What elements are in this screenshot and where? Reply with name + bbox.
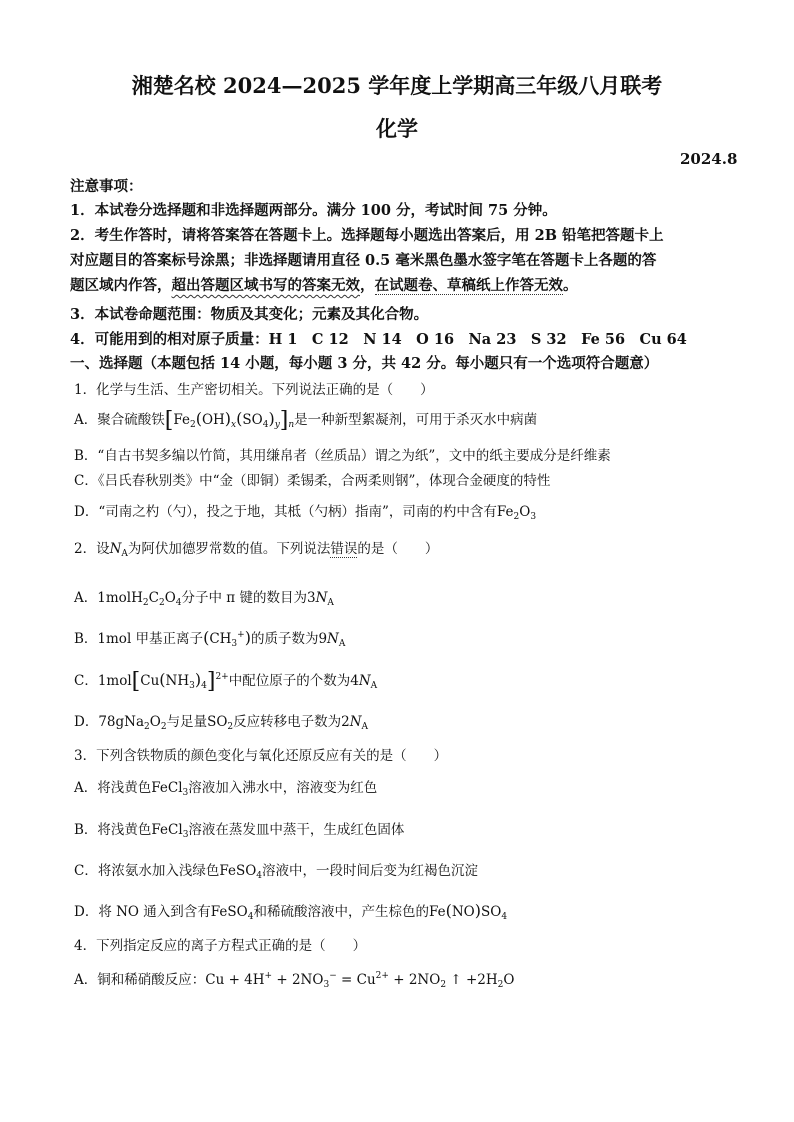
q2-d-mid: 与足量	[166, 714, 208, 730]
q1-option-a: A．聚合硫酸铁$[Fe_2(OH)_x(SO_4)_y]_n$是一种新型絮凝剂，可用于杀灭水中病菌	[74, 408, 538, 433]
q2-d-pre: D．78g	[74, 714, 125, 730]
q1-option-d: D．“司南之杓（勺），投之于地，其柢（勺柄）指南”，司南的杓中含有$Fe_2O_3$	[74, 504, 537, 522]
q3-b-post: 溶液在蒸发皿中蒸干，生成红色固体	[188, 822, 405, 838]
q3-a-pre: A．将浅黄色	[74, 780, 152, 796]
q2-option-d: D．$78gNa_2O_2$与足量$SO_2$反应转移电子数为$2N_A$	[74, 714, 369, 732]
q1-d-text: D．“司南之杓（勺），投之于地，其柢（勺柄）指南”，司南的杓中含有	[74, 504, 497, 520]
subject-title: 化学	[376, 116, 418, 141]
note-4: 4．可能用到的相对原子质量：H 1 C 12 N 14 O 16 Na 23 S 32 Fe 56 Cu 64	[70, 331, 687, 348]
q2-a-mid: 分子中 π 键的数目为	[181, 590, 307, 606]
note-2-line-1: 2．考生作答时，请将答案答在答题卡上。选择题每小题选出答案后，用 2B 铅笔把答题卡上	[70, 227, 664, 244]
note-2-emphasis-1: 超出答题区域书写的答案无效	[171, 277, 360, 294]
formula-bracket: [	[131, 669, 141, 694]
q3-c-pre: C．将浓氨水加入浅绿色	[74, 863, 220, 879]
q3-option-d: D．将 NO 通入到含有FeSO$_4$和稀硫酸溶液中，产生棕色的$Fe(NO)SO_4$	[74, 901, 508, 922]
q2-d-mid2: 反应转移电子数为	[233, 714, 342, 730]
q2-c-mid: 中配位原子的个数为	[228, 673, 351, 689]
q2-stem-pre: 2．设	[74, 541, 110, 557]
q3-option-c: C．将浓氨水加入浅绿色FeSO$_4$溶液中，一段时间后变为红褐色沉淀	[74, 863, 479, 881]
q2-stem-end: 的是（ ）	[357, 541, 439, 557]
note-2-line-2: 对应题目的答案标号涂黑；非选择题请用直径 0.5 毫米黑色墨水签字笔在答题卡上各题的答	[70, 252, 657, 269]
q2-c-pre: C．1mol	[74, 673, 132, 689]
formula-bracket: ]	[206, 669, 216, 694]
q3-option-a: A．将浅黄色FeCl$_3$溶液加入沸水中，溶液变为红色	[74, 780, 378, 798]
q2-stem-emphasis: 错误	[330, 541, 358, 557]
note-2-line-3a: 题区域内作答，	[70, 277, 172, 294]
q3-d-mid: 和稀硫酸溶液中，产生棕色的	[253, 904, 429, 920]
q4-stem: 4．下列指定反应的离子方程式正确的是（ ）	[74, 938, 367, 954]
q2-option-c: C．$1mol[Cu(NH_3)_4]^{2+}$中配位原子的个数为$4N_A$	[74, 669, 378, 694]
q1-option-c: C．《吕氏春秋别类》中“金（即铜）柔锡柔，合两柔则钢”，体现合金硬度的特性	[74, 473, 551, 489]
q3-option-b: B．将浅黄色FeCl$_3$溶液在蒸发皿中蒸干，生成红色固体	[74, 822, 405, 840]
q3-a-post: 溶液加入沸水中，溶液变为红色	[188, 780, 378, 796]
q2-a-pre: A．1mol	[74, 590, 132, 606]
q1-option-b: B．“自古书契多编以竹简，其用缣帛者（丝质品）谓之为纸”，文中的纸主要成分是纤维素	[74, 448, 611, 464]
formula-bracket: [	[164, 408, 174, 433]
q3-b-pre: B．将浅黄色	[74, 822, 152, 838]
q1-a-text-end: 是一种新型絮凝剂，可用于杀灭水中病菌	[294, 412, 538, 428]
q1-stem: 1．化学与生活、生产密切相关。下列说法正确的是（ ）	[74, 382, 434, 398]
formula-bracket: ]	[279, 408, 289, 433]
q2-b-mid: 的质子数为	[250, 631, 319, 647]
note-3: 3．本试卷命题范围：物质及其变化；元素及其化合物。	[70, 306, 429, 323]
note-2-line-3	[70, 274, 578, 295]
q2-stem-post: 为阿伏加德罗常数的值。下列说法	[127, 541, 331, 557]
q3-stem: 3．下列含铁物质的颜色变化与氧化还原反应有关的是（ ）	[74, 748, 448, 764]
q1-a-text: A．聚合硫酸铁	[74, 412, 165, 428]
note-1: 1．本试卷分选择题和非选择题两部分。满分 100 分，考试时间 75 分钟。	[70, 202, 557, 219]
q3-d-pre: D．将 NO 通入到含有	[74, 904, 211, 920]
note-2-line-3e: 。	[563, 277, 578, 294]
q2-option-b: B．1mol 甲基正离子$(CH_3^+)$的质子数为$9N_A$	[74, 628, 346, 649]
q2-stem: 2．设$N_A$为阿伏加德罗常数的值。下列说法错误的是（ ）	[74, 541, 439, 559]
exam-title: 湘楚名校 2024—2025 学年度上学期高三年级八月联考	[131, 73, 663, 98]
note-2-line-3c: ，	[360, 277, 375, 294]
q2-b-pre: B．1mol 甲基正离子	[74, 631, 204, 647]
q2-option-a: A．$1molH_2C_2O_4$分子中 π 键的数目为$3N_A$	[74, 590, 334, 608]
q4-option-a: A．铜和稀硝酸反应：$Cu + 4H^+ + 2NO_3^- = Cu^{2+} + 2NO_2$ ↑ $+2H_2O$	[74, 971, 515, 990]
q3-c-post: 溶液中，一段时间后变为红褐色沉淀	[262, 863, 479, 879]
q4-a-pre: A．铜和稀硝酸反应：	[74, 972, 206, 988]
notes-heading: 注意事项：	[70, 178, 143, 195]
section-1-heading: 一、选择题（本题包括 14 小题，每小题 3 分，共 42 分。每小题只有一个选项符合题意）	[70, 355, 659, 372]
exam-date: 2024.8	[680, 150, 738, 168]
note-2-emphasis-2: 在试题卷、草稿纸上作答无效	[374, 277, 563, 294]
